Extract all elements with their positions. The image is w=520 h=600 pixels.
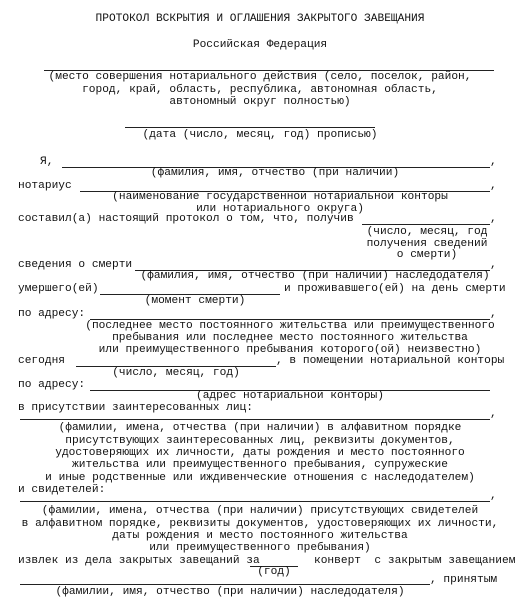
accepted-line[interactable] [20, 584, 430, 585]
office-address-hint: (адрес нотариальной конторы) [196, 390, 384, 402]
comma-1: , [490, 156, 497, 168]
today-label: сегодня [18, 355, 65, 367]
place-hint-3: автономный округ полностью) [169, 96, 351, 108]
death-moment-hint: (момент смерти) [144, 295, 246, 307]
witnesses-hint-2: в алфавитном порядке, реквизиты документов, удостоверяющих их личности, [21, 518, 499, 530]
accepted-text: , принятым [430, 574, 498, 586]
deceased-label: умершего(ей) [18, 283, 99, 295]
testator-hint-2: (фамилии, имя, отчество (при наличии) наследодателя) [55, 586, 405, 598]
interested-hint-4: жительства или преимущественного пребывания, супружеские [72, 459, 448, 471]
received-hint-2: получения сведений [366, 238, 488, 250]
date-line[interactable] [125, 127, 375, 128]
interested-label: в присутствии заинтересованных лиц: [18, 402, 253, 414]
fio-hint: (фамилия, имя, отчество (при наличии) [150, 167, 400, 179]
address-label-2: по адресу: [18, 379, 86, 391]
comma-4: , [490, 259, 497, 271]
death-info-label: сведения о смерти [18, 259, 133, 271]
interested-hint-2: присутствующих заинтересованных лиц, реквизиты документов, [65, 435, 455, 447]
witnesses-label: и свидетелей: [18, 484, 106, 496]
country-name: Российская Федерация [192, 39, 328, 51]
witnesses-hint-3: даты рождения и место постоянного жительства [112, 530, 408, 542]
compiled-text: составил(а) настоящий протокол о том, что, получив [18, 213, 354, 225]
year-hint: (год) [257, 566, 291, 578]
residence-hint-3: или преимущественного пребывания которого(ой) неизвестно) [98, 344, 482, 356]
comma-6: , [490, 408, 497, 420]
place-hint-2: город, край, область, республика, автономная область, [82, 84, 438, 96]
resided-text: и проживавшего(ей) на день смерти [284, 283, 506, 295]
document-title: ПРОТОКОЛ ВСКРЫТИЯ И ОГЛАШЕНИЯ ЗАКРЫТОГО ЗАВЕЩАНИЯ [95, 13, 425, 25]
extracted-left: извлек из дела закрытых завещаний за [18, 555, 260, 567]
residence-hint-2: пребывания или последнее место постоянного жительства [112, 332, 468, 344]
date-hint-short: (число, месяц, год) [112, 367, 240, 379]
received-hint-3: о смерти) [396, 249, 458, 261]
office-hint-2: или нотариального округа) [196, 203, 364, 215]
place-hint-1: (место совершения нотариального действия (село, поселок, район, [48, 71, 472, 83]
interested-hint-3: удостоверяющих их личности, даты рождения и место постоянного [55, 447, 465, 459]
interested-line[interactable] [20, 419, 490, 420]
date-hint: (дата (число, месяц, год) прописью) [142, 129, 378, 141]
comma-3: , [490, 213, 497, 225]
witnesses-hint-4: или преимущественного пребывания) [149, 542, 371, 554]
interested-hint-5: и иные родственные или иждивенческие отношения с наследодателем) [45, 472, 475, 484]
testator-hint: (фамилия, имя, отчество (при наличии) наследодателя) [140, 270, 490, 282]
comma-2: , [490, 180, 497, 192]
residence-hint-1: (последнее место постоянного жительства или преимущественного [85, 320, 495, 332]
witnesses-hint-1: (фамилии, имена, отчества (при наличии) присутствующих свидетелей [41, 505, 479, 517]
i-label: Я, [40, 156, 54, 168]
received-date-line[interactable] [362, 224, 490, 225]
comma-5: , [490, 308, 497, 320]
witnesses-line[interactable] [20, 501, 490, 502]
office-hint-1: (наименование государственной нотариальной конторы [112, 191, 448, 203]
notary-label: нотариус [18, 180, 72, 192]
received-hint-1: (число, месяц, год [366, 226, 488, 238]
interested-hint-1: (фамилии, имена, отчества (при наличии) в алфавитном порядке [58, 422, 462, 434]
extracted-right: конверт с закрытым завещанием [314, 555, 516, 567]
office-premises-text: , в помещении нотариальной конторы [276, 355, 505, 367]
comma-7: , [490, 490, 497, 502]
address-label: по адресу: [18, 308, 86, 320]
